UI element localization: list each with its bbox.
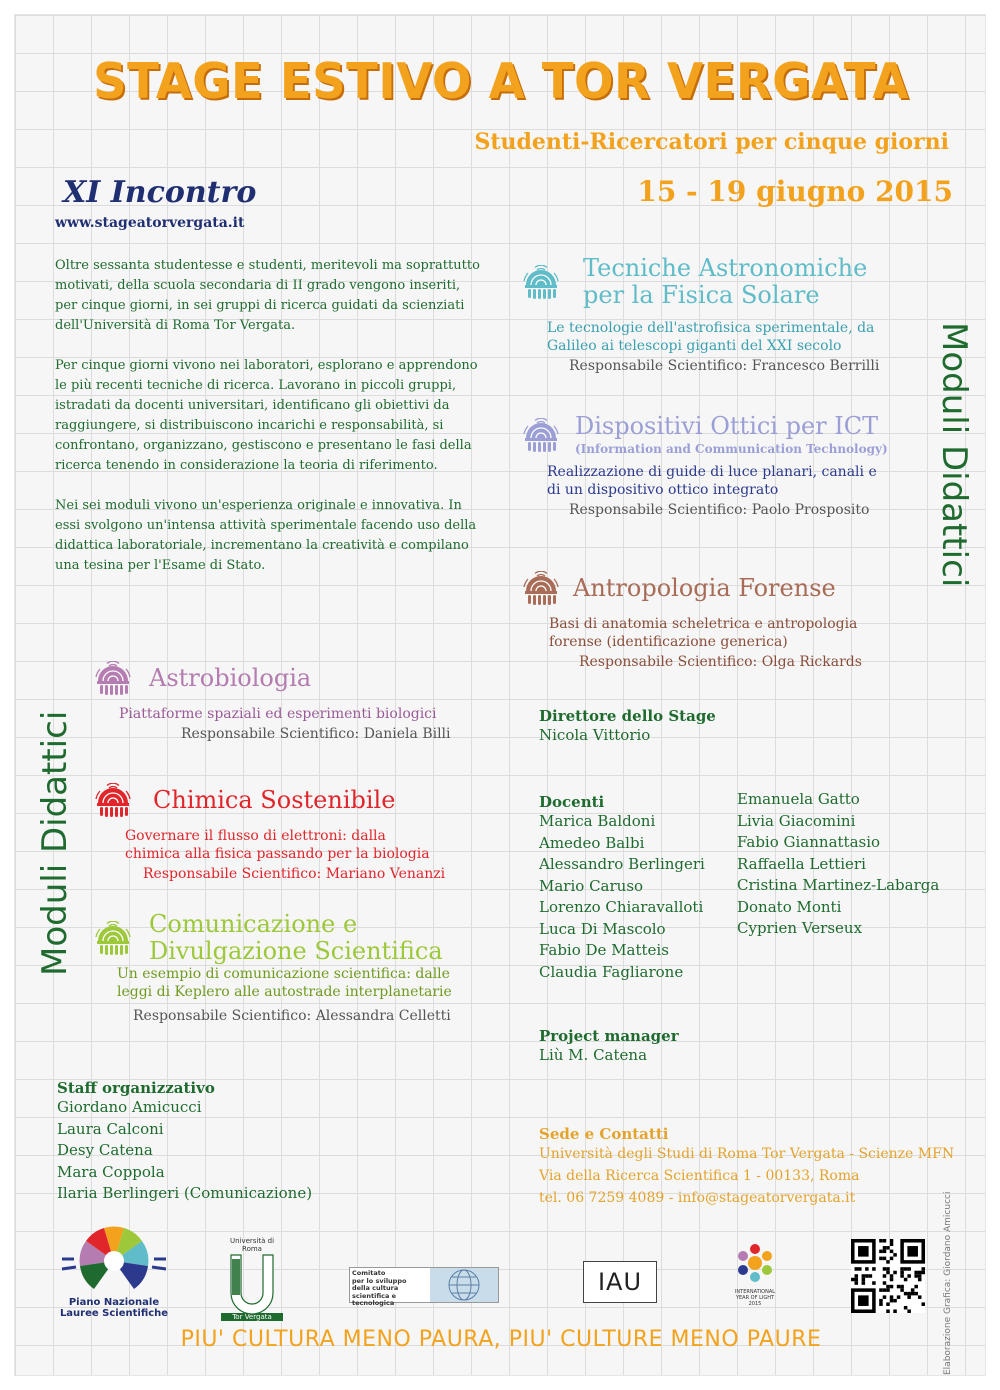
module-description: di un dispositivo ottico integrato (547, 482, 779, 498)
person-name: Giordano Amicucci (57, 1098, 202, 1116)
moduli-label-right: Moduli Didattici (934, 322, 974, 588)
poster-title: STAGE ESTIVO A TOR VERGATA (93, 53, 909, 110)
person-name: Marica Baldoni (539, 812, 656, 830)
person-name: Fabio Giannattasio (737, 833, 881, 851)
module-chimica (91, 783, 445, 883)
module-responsible: Responsabile Scientifico: Daniela Billi (181, 726, 451, 742)
iau-logo (583, 1261, 657, 1303)
module-responsible: Responsabile Scientifico: Alessandra Celletti (133, 1008, 451, 1024)
comitato-line: Comitato (352, 1269, 386, 1277)
direttore-section (539, 707, 716, 747)
person-name: Claudia Fagliarone (539, 962, 684, 981)
poster (14, 14, 986, 1376)
telescope-dome-icon (519, 265, 563, 299)
univ-logo (221, 1237, 283, 1321)
pls-logo-line: Piano Nazionale (68, 1297, 160, 1308)
docenti-col-2 (737, 789, 939, 983)
address-line: Università degli Studi di Roma Tor Vergata - Scienze MFN (539, 1146, 955, 1162)
module-title: Astrobiologia (149, 663, 312, 692)
person-name: Fabio De Matteis (539, 941, 669, 959)
contact-line[interactable]: tel. 06 7259 4089 - info@stageatorvergata.it (539, 1190, 856, 1206)
qr-code-icon[interactable] (851, 1239, 925, 1313)
comitato-line: per lo sviluppo (352, 1276, 407, 1285)
edition-label: XI Incontro (63, 175, 257, 210)
docenti-col-1 (539, 811, 737, 983)
person-name: Cyprien Verseux (737, 919, 863, 937)
module-description: Le tecnologie dell'astrofisica sperimentale, da (547, 320, 875, 336)
qr-code-graphic (851, 1239, 925, 1313)
comitato-logo (349, 1267, 499, 1307)
optics-icon (519, 418, 563, 452)
person-name: Cristina Martinez-Labarga (737, 876, 940, 894)
sede-section (539, 1125, 954, 1209)
module-astro-solare (519, 255, 879, 375)
person-name: Amedeo Balbi (539, 833, 645, 852)
module-ottici (519, 413, 888, 519)
module-antropologia (519, 571, 862, 671)
module-responsible: Responsabile Scientifico: Olga Rickards (579, 654, 862, 670)
module-description: Basi di anatomia scheletrica e antropologia (549, 616, 858, 632)
broadcast-icon (91, 921, 135, 955)
module-comunicazione (91, 911, 452, 1025)
person-name: Raffaella Lettieri (737, 854, 866, 873)
module-description: Galileo ai telescopi giganti del XXI secolo (547, 338, 842, 354)
module-description: leggi di Keplero alle autostrade interplanetarie (117, 984, 452, 1000)
section-label: Docenti (539, 793, 605, 811)
section-label: Direttore dello Stage (539, 707, 716, 725)
person-name: Nicola Vittorio (539, 726, 651, 744)
module-responsible: Responsabile Scientifico: Paolo Prosposito (569, 502, 870, 518)
comitato-line: della cultura (352, 1284, 399, 1292)
module-title: Antropologia Forense (573, 573, 836, 602)
module-title: per la Fisica Solare (583, 281, 820, 309)
module-responsible: Responsabile Scientifico: Mariano Venanzi (143, 866, 446, 882)
skull-icon (519, 571, 563, 605)
module-astrobiologia (91, 661, 451, 743)
iyl-logo (727, 1241, 783, 1311)
pls-logo (49, 1221, 179, 1317)
univ-u-mark (221, 1253, 283, 1315)
module-title: Comunicazione e (149, 910, 358, 938)
person-name: Laura Calconi (57, 1119, 164, 1138)
person-name: Lorenzo Chiaravalloti (539, 898, 704, 916)
univ-logo-bottom: Tor Vergata (221, 1313, 283, 1321)
footer-slogan: PIU' CULTURA MENO PAURA, PIU' CULTURE MENO PAURE (180, 1327, 822, 1352)
intro-paragraph: Oltre sessanta studentesse e studenti, meritevoli ma soprattutto motivati, della scuola secondaria di II grado vengono inseriti, per cinque giorni, in sei gruppi di ricerca guidati da scienziati dell'Università di Roma Tor Vergata. (55, 258, 480, 333)
module-responsible: Responsabile Scientifico: Francesco Berrilli (569, 358, 880, 374)
moduli-label-left: Moduli Didattici (35, 710, 75, 976)
person-name: Desy Catena (57, 1141, 153, 1159)
sun-icon (727, 1241, 783, 1285)
module-description: Piattaforme spaziali ed esperimenti biologici (119, 706, 437, 722)
person-name: Luca Di Mascolo (539, 919, 666, 938)
person-name: Liù M. Catena (539, 1046, 648, 1064)
intro-text (55, 256, 485, 596)
section-label: Staff organizzativo (57, 1079, 215, 1097)
comitato-line: scientifica e tecnologica (352, 1291, 397, 1307)
address-line: Via della Ricerca Scientifica 1 - 00133, Roma (539, 1168, 860, 1184)
graphic-credit: Elaborazione Grafica: Giordano Amicucci (943, 1191, 953, 1375)
intro-paragraph: Per cinque giorni vivono nei laboratori, esplorano e apprendono le più recenti tecniche di ricerca. Lavorano in piccoli gruppi, istradati da docenti universitari, identificano gli obiettivi da raggiungere, si distribuiscono incarichi e responsabilità, si confrontano, organizzano, gestiscono e presentano le fasi della ricerca tenendo in considerazione la teoria di riferimento. (55, 358, 478, 473)
person-name: Emanuela Gatto (737, 790, 860, 808)
pls-logo-line: Lauree Scientifiche (59, 1308, 169, 1319)
person-name: Alessandro Berlingeri (539, 855, 705, 873)
iau-logo-text: IAU (597, 1268, 643, 1296)
project-manager-section (539, 1027, 679, 1067)
module-description: Governare il flusso di elettroni: dalla (125, 828, 386, 844)
iyl-line: INTERNATIONAL (734, 1289, 776, 1295)
microbe-icon (91, 661, 135, 695)
module-title: Divulgazione Scientifica (149, 937, 443, 965)
section-label: Sede e Contatti (539, 1125, 669, 1143)
module-description: forense (identificazione generica) (549, 634, 788, 650)
poster-subtitle: Studenti-Ricercatori per cinque giorni (474, 129, 949, 155)
iyl-line: 2015 (748, 1301, 762, 1307)
module-description: Realizzazione di guide di luce planari, canali e (547, 464, 877, 480)
website-link[interactable]: www.stageatorvergata.it (55, 215, 245, 231)
person-name: Mara Coppola (57, 1162, 165, 1181)
module-description: chimica alla fisica passando per la biologia (125, 846, 430, 862)
person-name: Donato Monti (737, 897, 842, 916)
person-name: Ilaria Berlingeri (Comunicazione) (57, 1184, 313, 1202)
event-dates: 15 - 19 giugno 2015 (637, 175, 953, 208)
person-name: Livia Giacomini (737, 811, 856, 830)
section-label: Project manager (539, 1027, 679, 1045)
intro-paragraph: Nei sei moduli vivono un'esperienza originale e innovativa. In essi svolgono un'intensa attività sperimentale facendo uso della didattica laboratoriale, incrementano la creatività e compilano una tesina per l'Esame di Stato. (55, 498, 477, 573)
module-description: Un esempio di comunicazione scientifica: dalle (117, 966, 450, 982)
module-subtitle: (Information and Communication Technology) (575, 442, 888, 456)
pls-logo-mark (49, 1221, 179, 1293)
module-title: Tecniche Astronomiche (583, 254, 868, 282)
module-title: Dispositivi Ottici per ICT (575, 412, 879, 440)
iyl-line: YEAR OF LIGHT (735, 1295, 775, 1301)
univ-logo-top: Università di Roma (229, 1237, 275, 1253)
globe-icon (430, 1268, 498, 1302)
docenti-section (539, 790, 940, 983)
molecule-icon (91, 783, 135, 817)
module-title: Chimica Sostenibile (153, 785, 396, 814)
staff-section (57, 1079, 312, 1205)
person-name: Mario Caruso (539, 876, 644, 895)
